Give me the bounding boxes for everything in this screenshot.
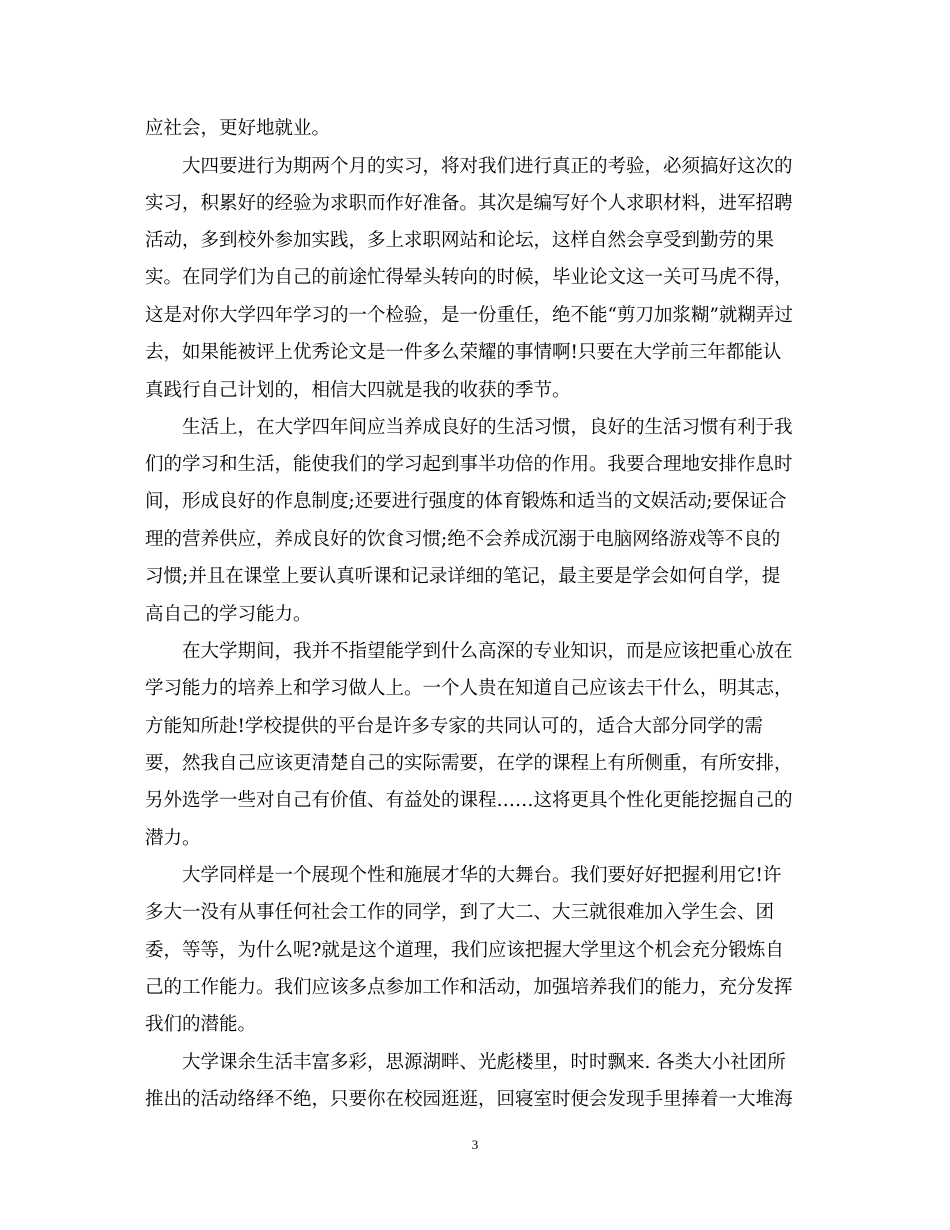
text-line: 推出的活动络绎不绝，只要你在校园逛逛，回寝室时便会发现手里捧着一大堆海 <box>145 1089 793 1110</box>
text-line: 大学同样是一个展现个性和施展才华的大舞台。我们要好好把握利用它!许 <box>145 865 782 886</box>
text-line: 实。在同学们为自己的前途忙得晕头转向的时候，毕业论文这一关可马虎不得， <box>145 267 793 288</box>
text-line: 大四要进行为期两个月的实习，将对我们进行真正的考验，必须搞好这次的 <box>145 156 793 177</box>
text-line: 去，如果能被评上优秀论文是一件多么荣耀的事情啊!只要在大学前三年都能认 <box>145 342 782 363</box>
text-line: 们的学习和生活，能使我们的学习起到事半功倍的作用。我要合理地安排作息时 <box>145 454 793 475</box>
text-line: 大学课余生活丰富多彩，思源湖畔、光彪楼里，时时飘来. 各类大小社团所 <box>145 1052 786 1073</box>
text-line: 另外选学一些对自己有价值、有益处的课程……这将更具个性化更能挖掘自己的 <box>145 790 793 811</box>
text-line: 真践行自己计划的，相信大四就是我的收获的季节。 <box>145 380 571 401</box>
text-line: 实习，积累好的经验为求职而作好准备。其次是编写好个人求职材料，进军招聘 <box>145 193 793 214</box>
text-line: 多大一没有从事任何社会工作的同学，到了大二、大三就很难加入学生会、团 <box>145 902 775 923</box>
text-line: 活动，多到校外参加实践，多上求职网站和论坛，这样自然会享受到勤劳的果 <box>145 230 775 251</box>
text-line: 间，形成良好的作息制度;还要进行强度的体育锻炼和适当的文娱活动;要保证合 <box>145 491 787 512</box>
text-line: 要，然我自己应该更清楚自己的实际需要，在学的课程上有所侧重，有所安排， <box>145 753 793 774</box>
text-line: 在大学期间，我并不指望能学到什么高深的专业知识，而是应该把重心放在 <box>145 641 793 662</box>
text-line: 潜力。 <box>145 828 201 849</box>
text-line: 理的营养供应，养成良好的饮食习惯;绝不会养成沉溺于电脑网络游戏等不良的 <box>145 529 781 550</box>
text-line: 习惯;并且在课堂上要认真听课和记录详细的笔记，最主要是学会如何自学，提 <box>145 566 781 587</box>
page-number: 3 <box>471 1137 479 1152</box>
text-line: 学习能力的培养上和学习做人上。一个人贵在知道自己应该去干什么，明其志， <box>145 678 793 699</box>
text-line: 己的工作能力。我们应该多点参加工作和活动，加强培养我们的能力，充分发挥 <box>145 977 793 998</box>
text-line: 我们的潜能。 <box>145 1014 257 1035</box>
text-line: 委，等等，为什么呢?就是这个道理，我们应该把握大学里这个机会充分锻炼自 <box>145 940 784 961</box>
text-line: 高自己的学习能力。 <box>145 604 312 625</box>
text-line: 生活上，在大学四年间应当养成良好的生活习惯，良好的生活习惯有利于我 <box>145 417 793 438</box>
text-line: 方能知所赴!学校提供的平台是许多专家的共同认可的，适合大部分同学的需 <box>145 716 763 737</box>
text-line: 这是对你大学四年学习的一个检验，是一份重任，绝不能“剪刀加浆糊”就糊弄过 <box>145 305 793 326</box>
text-line: 应社会，更好地就业。 <box>145 118 331 139</box>
